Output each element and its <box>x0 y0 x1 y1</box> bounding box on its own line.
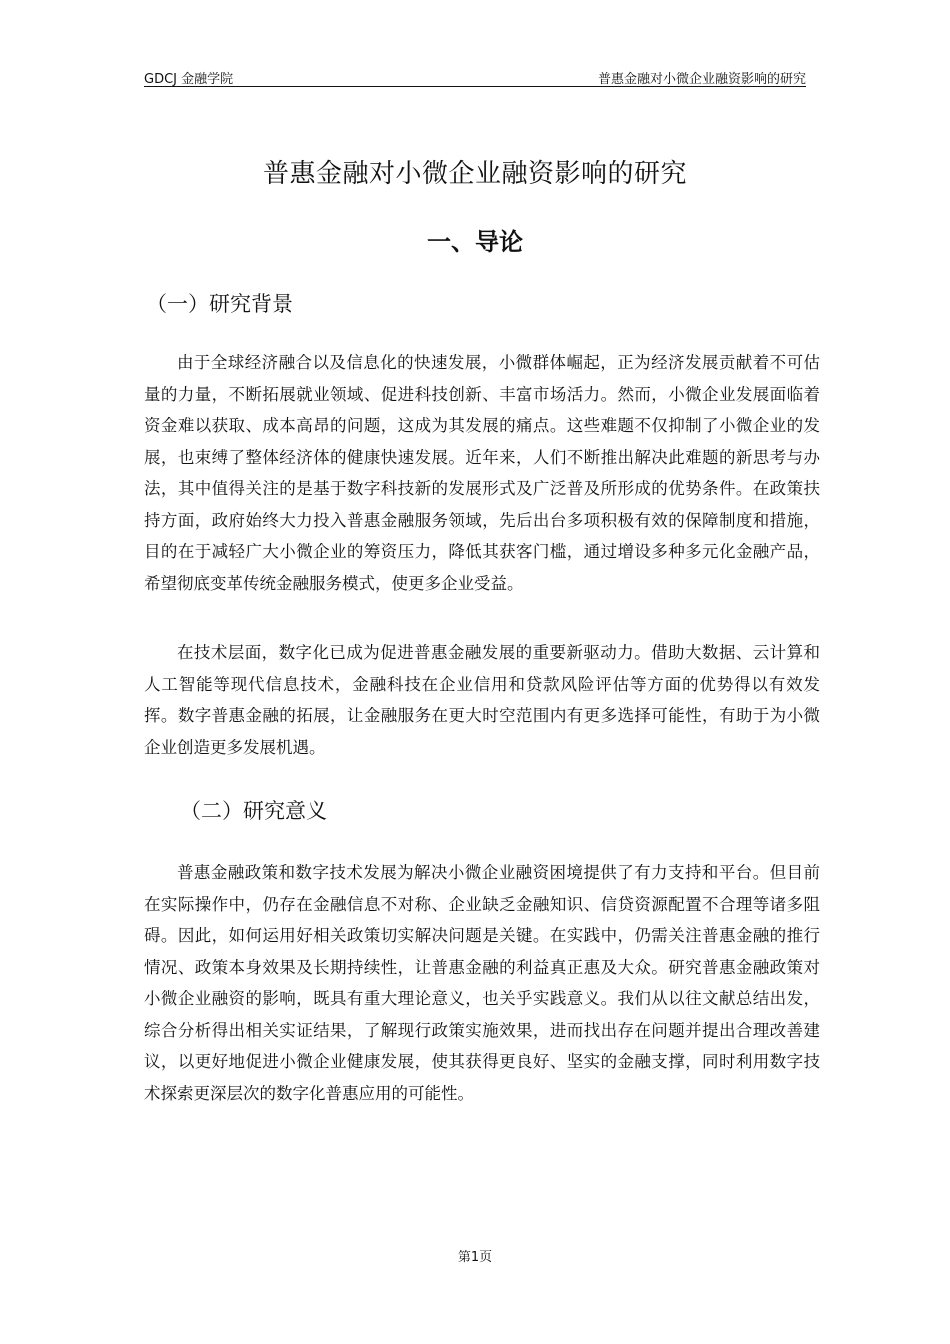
header-institution: GDCJ 金融学院 <box>144 72 234 87</box>
running-header <box>144 66 806 87</box>
chapter-heading: 一、导论 <box>427 228 523 256</box>
body-paragraph: 普惠金融政策和数字技术发展为解决小微企业融资困境提供了有力支持和平台。但目前在实际操作中，仍存在金融信息不对称、企业缺乏金融知识、信贷资源配置不合理等诸多阻碍。因此，如何运用好相关政策切实解决问题是关键。在实践中，仍需关注普惠金融的推行情况、政策本身效果及长期持续性，让普惠金融的利益真正惠及大众。研究普惠金融政策对小微企业融资的影响，既具有重大理论意义，也关乎实践意义。我们从以往文献总结出发，综合分析得出相关实证结果，了解现行政策实施效果，进而找出存在问题并提出合理改善建议，以更好地促进小微企业健康发展，使其获得更良好、坚实的金融支撑，同时利用数字技术探索更深层次的数字化普惠应用的可能性。 <box>144 863 820 1103</box>
header-paper-title: 普惠金融对小微企业融资影响的研究 <box>597 72 806 87</box>
section-heading-significance: （二）研究意义 <box>180 799 327 823</box>
section-heading-background: （一）研究背景 <box>146 292 293 316</box>
page-number: 第1页 <box>457 1250 493 1265</box>
body-paragraph: 由于全球经济融合以及信息化的快速发展，小微群体崛起，正为经济发展贡献着不可估量的力量，不断拓展就业领域、促进科技创新、丰富市场活力。然而，小微企业发展面临着资金难以获取、成本高昂的问题，这成为其发展的痛点。这些难题不仅抑制了小微企业的发展，也束缚了整体经济体的健康快速发展。近年来，人们不断推出解决此难题的新思考与办法，其中值得关注的是基于数字科技新的发展形式及广泛普及所形成的优势条件。在政策扶持方面，政府始终大力投入普惠金融服务领域，先后出台多项积极有效的保障制度和措施，目的在于减轻广大小微企业的筹资压力，降低其获客门槛，通过增设多种多元化金融产品，希望彻底变革传统金融服务模式，使更多企业受益。 <box>144 353 820 593</box>
document-title: 普惠金融对小微企业融资影响的研究 <box>262 159 687 189</box>
body-paragraph: 在技术层面，数字化已成为促进普惠金融发展的重要新驱动力。借助大数据、云计算和人工智能等现代信息技术，金融科技在企业信用和贷款风险评估等方面的优势得以有效发挥。数字普惠金融的拓展，让金融服务在更大时空范围内有更多选择可能性，有助于为小微企业创造更多发展机遇。 <box>144 643 820 757</box>
